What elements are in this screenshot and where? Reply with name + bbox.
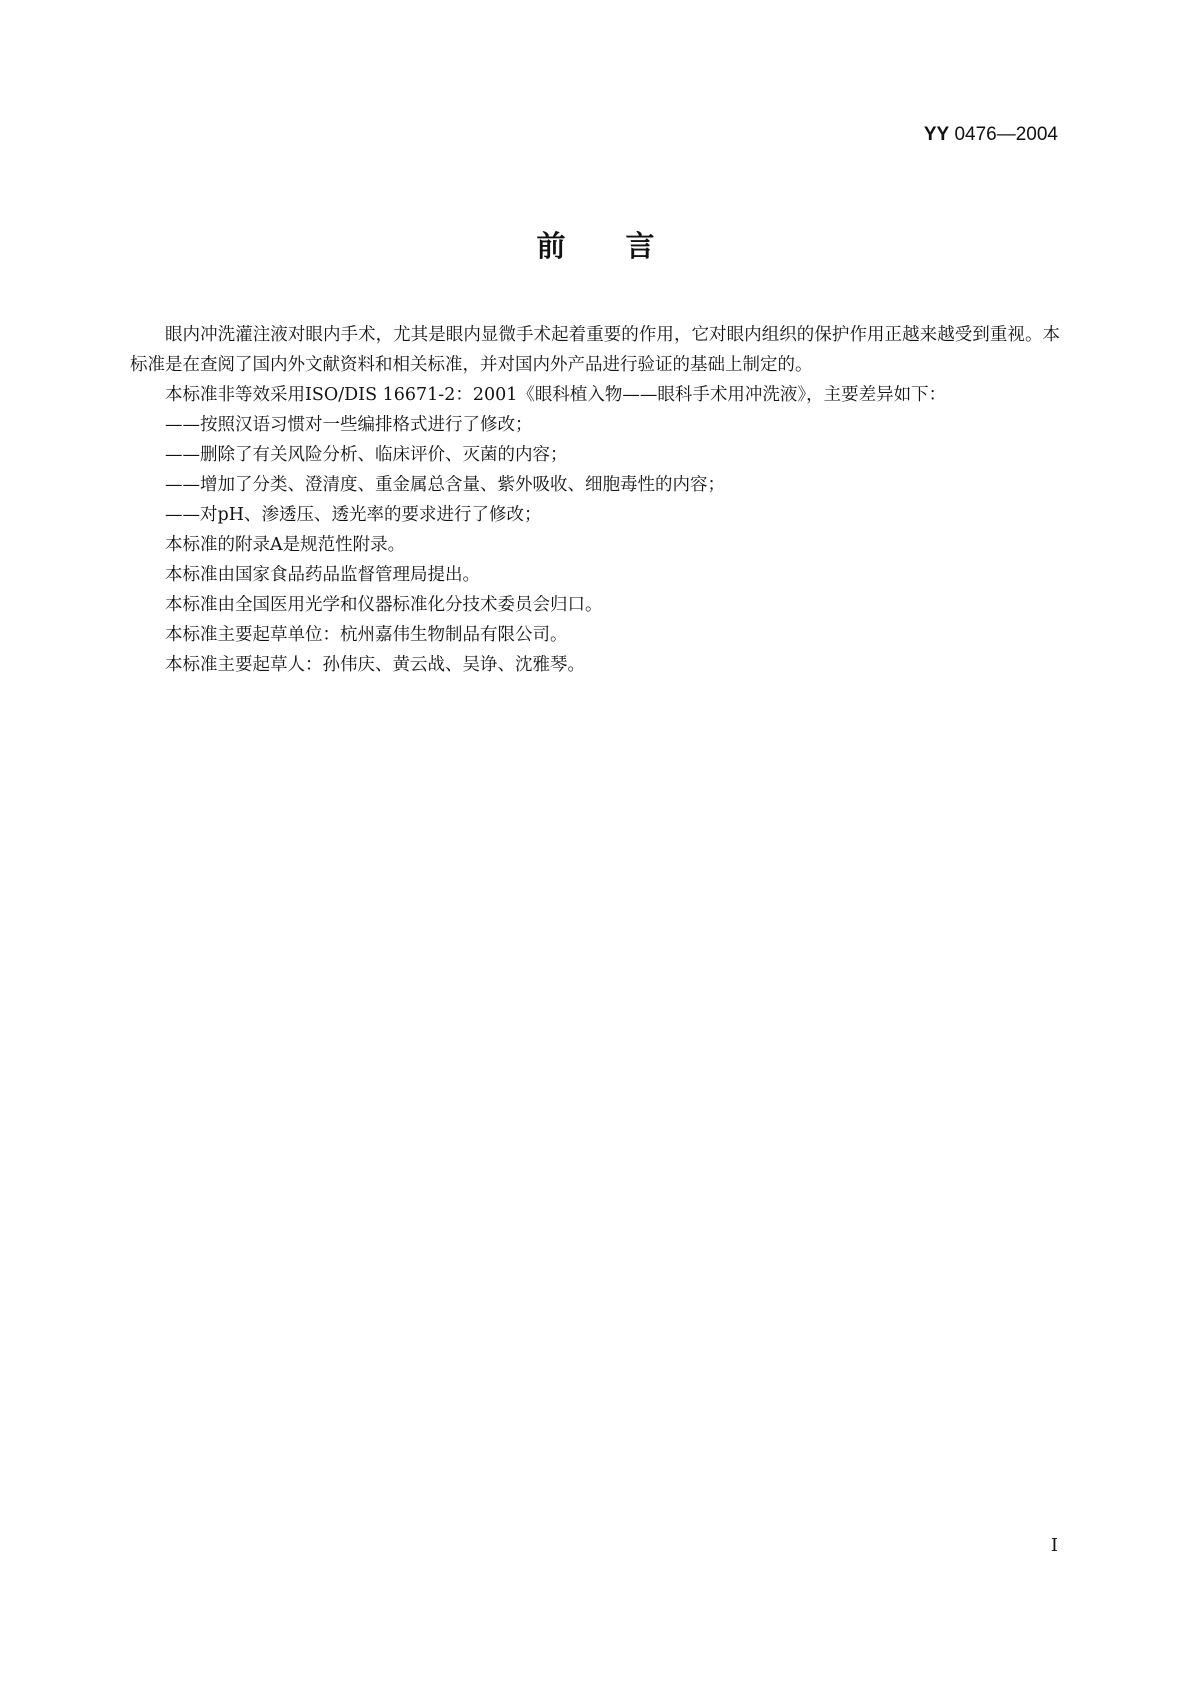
list-item-difference: ——增加了分类、澄清度、重金属总含量、紫外吸收、细胞毒性的内容； [165, 475, 725, 495]
paragraph-adoption: 本标准非等效采用ISO/DIS 16671-2：2001《眼科植入物——眼科手术用冲洗液》，主要差异如下： [165, 385, 947, 405]
paragraph-committee: 本标准由全国医用光学和仪器标准化分技术委员会归口。 [165, 595, 603, 615]
page-number: I [1050, 1535, 1058, 1556]
list-item-difference: ——对pH、渗透压、透光率的要求进行了修改； [165, 505, 542, 525]
standard-code-number: 0476—2004 [954, 124, 1058, 145]
list-item-difference: ——删除了有关风险分析、临床评价、灭菌的内容； [165, 445, 568, 465]
list-item-difference: ——按照汉语习惯对一些编排格式进行了修改； [165, 415, 533, 435]
paragraph-proposer: 本标准由国家食品药品监督管理局提出。 [165, 565, 480, 585]
paragraph-drafting-unit: 本标准主要起草单位：杭州嘉伟生物制品有限公司。 [165, 625, 568, 645]
foreword-body [130, 320, 1060, 680]
paragraph-intro: 眼内冲洗灌注液对眼内手术，尤其是眼内显微手术起着重要的作用，它对眼内组织的保护作用正越来越受到重视。本标准是在查阅了国内外文献资料和相关标准，并对国内外产品进行验证的基础上制定的。 [130, 325, 1060, 375]
standard-code-prefix: YY [923, 124, 950, 145]
standard-code [924, 124, 1058, 146]
paragraph-annex: 本标准的附录A是规范性附录。 [165, 535, 406, 555]
page-title: 前言 [536, 229, 715, 263]
paragraph-drafters: 本标准主要起草人：孙伟庆、黄云战、吴诤、沈雅琴。 [165, 655, 585, 675]
